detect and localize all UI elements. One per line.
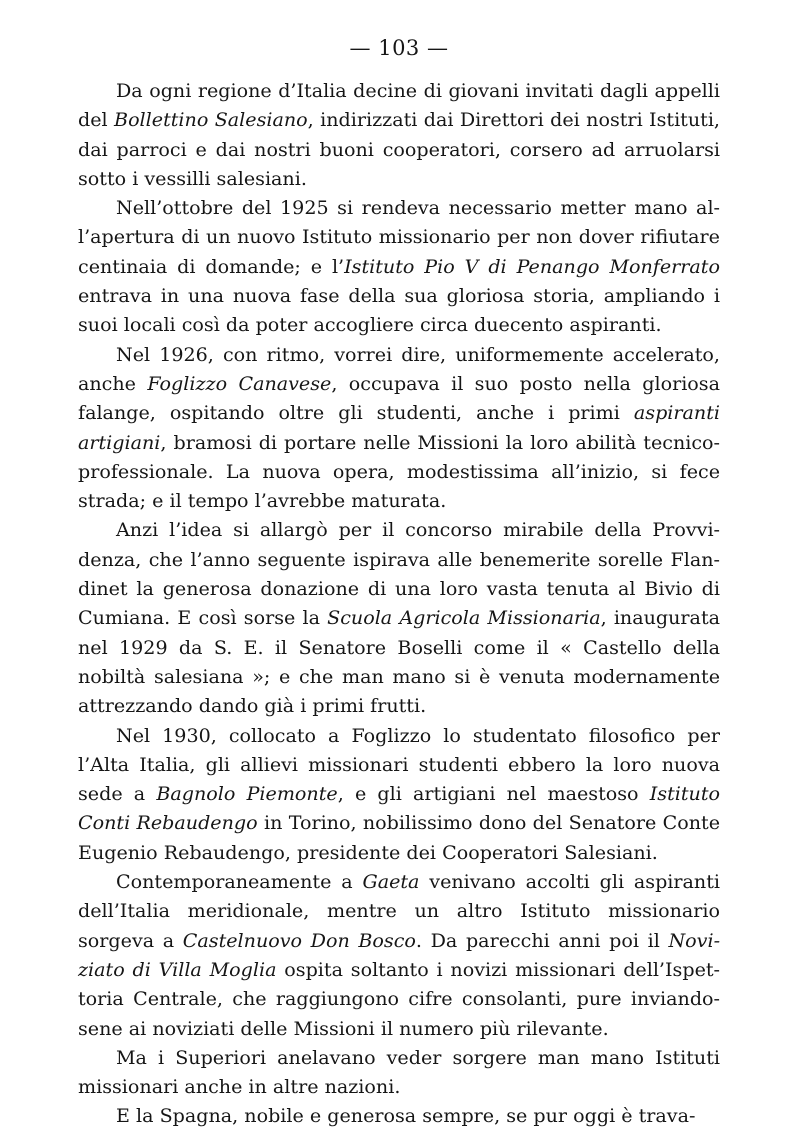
text-run: , occupava il suo posto nella gloriosa falange, ospitando oltre gli studenti, anche i primi xyxy=(78,371,720,425)
text-run: Da ogni regione d’Italia decine di giovani invitati dagli appelli del xyxy=(78,79,720,132)
text-run: , bramosi di portare nelle Missioni la loro abilità tecnico-professionale. La nuova opera, modestissima all’inizio, si fece strada; e il tempo l’avrebbe maturata. xyxy=(78,430,720,513)
text-run: E la Spagna, nobile e generosa sempre, se pur oggi è trava- xyxy=(116,1104,696,1128)
italic-text: Foglizzo Canavese xyxy=(147,371,332,395)
page-number-header: — 103 — xyxy=(349,36,449,60)
text-run: Nel 1926, con ritmo, vorrei dire, uniformemente accelerato, anche xyxy=(78,342,720,395)
paragraph xyxy=(78,867,720,1043)
text-run: Anzi l’idea si allargò per il concorso mirabile della Provvidenza, che l’anno seguente ispirava alle benemerite sorelle Flandinet la generosa donazione di una loro vasta tenuta al Bivio di Cumiana. E così sorse la xyxy=(78,518,720,630)
paragraph xyxy=(78,340,720,516)
text-run: . Da parecchi anni poi il xyxy=(415,928,669,952)
italic-text: Castelnuovo Don Bosco xyxy=(182,928,416,952)
text-run: , inaugurata nel 1929 da S. E. il Senatore Boselli come il « Castello della nobiltà salesiana »; e che man mano si è venuta modernamente attrezzando dando già i primi frutti. xyxy=(78,606,720,718)
body-text xyxy=(78,76,720,1131)
paragraph xyxy=(78,1043,720,1102)
italic-text: Bagnolo Piemonte xyxy=(156,782,338,806)
paragraph xyxy=(78,76,720,193)
italic-text: Gaeta xyxy=(362,870,420,894)
italic-text: Istituto Pio V di Penango Monferrato xyxy=(344,254,720,278)
text-run: Nell’ottobre del 1925 si rendeva necessario metter mano all’apertura di un nuovo Istituto missionario per non dover rifiutare centinaia di domande; e l’ xyxy=(78,196,720,278)
italic-text: Istituto Conti Rebaudengo xyxy=(78,782,720,835)
italic-text: Scuola Agricola Missionaria xyxy=(327,606,601,630)
text-run: ospita soltanto i novizi missionari dell’Ispettoria Centrale, che raggiungono cifre consolanti, pure inviandosene ai noviziati delle Missioni il numero più rilevante. xyxy=(78,957,720,1040)
text-run: in Torino, nobilissimo dono del Senatore Conte Eugenio Rebaudengo, presidente dei Cooperatori Salesiani. xyxy=(78,811,721,864)
text-run: Nel 1930, collocato a Foglizzo lo studentato filosofico per l’Alta Italia, gli allievi missionari studenti ebbero la loro nuova sede a xyxy=(78,723,720,806)
text-run: venivano accolti gli aspiranti dell’Italia meridionale, mentre un altro Istituto missionario sorgeva a xyxy=(78,870,720,952)
italic-text: Bollettino Salesiano xyxy=(114,108,308,132)
text-run: entrava in una nuova fase della sua gloriosa storia, ampliando i suoi locali così da poter accogliere circa duecento aspiranti. xyxy=(78,284,720,337)
text-run: Ma i Superiori anelavano veder sorgere man mano Istituti missionari anche in altre nazioni. xyxy=(78,1045,720,1099)
text-run: , indirizzati dai Direttori dei nostri Istituti, dai parroci e dai nostri buoni cooperatori, corsero ad arruolarsi sotto i vessilli salesiani. xyxy=(78,108,720,190)
paragraph xyxy=(78,721,720,867)
paragraph xyxy=(78,515,720,720)
paragraph xyxy=(78,1101,720,1130)
text-run: Contemporaneamente a xyxy=(116,870,363,894)
text-run: , e gli artigiani nel maestoso xyxy=(337,782,650,806)
italic-text: aspiranti artigiani xyxy=(78,401,720,454)
book-page xyxy=(78,0,721,1128)
paragraph xyxy=(78,193,720,339)
italic-text: Noviziato di Villa Moglia xyxy=(78,928,721,981)
